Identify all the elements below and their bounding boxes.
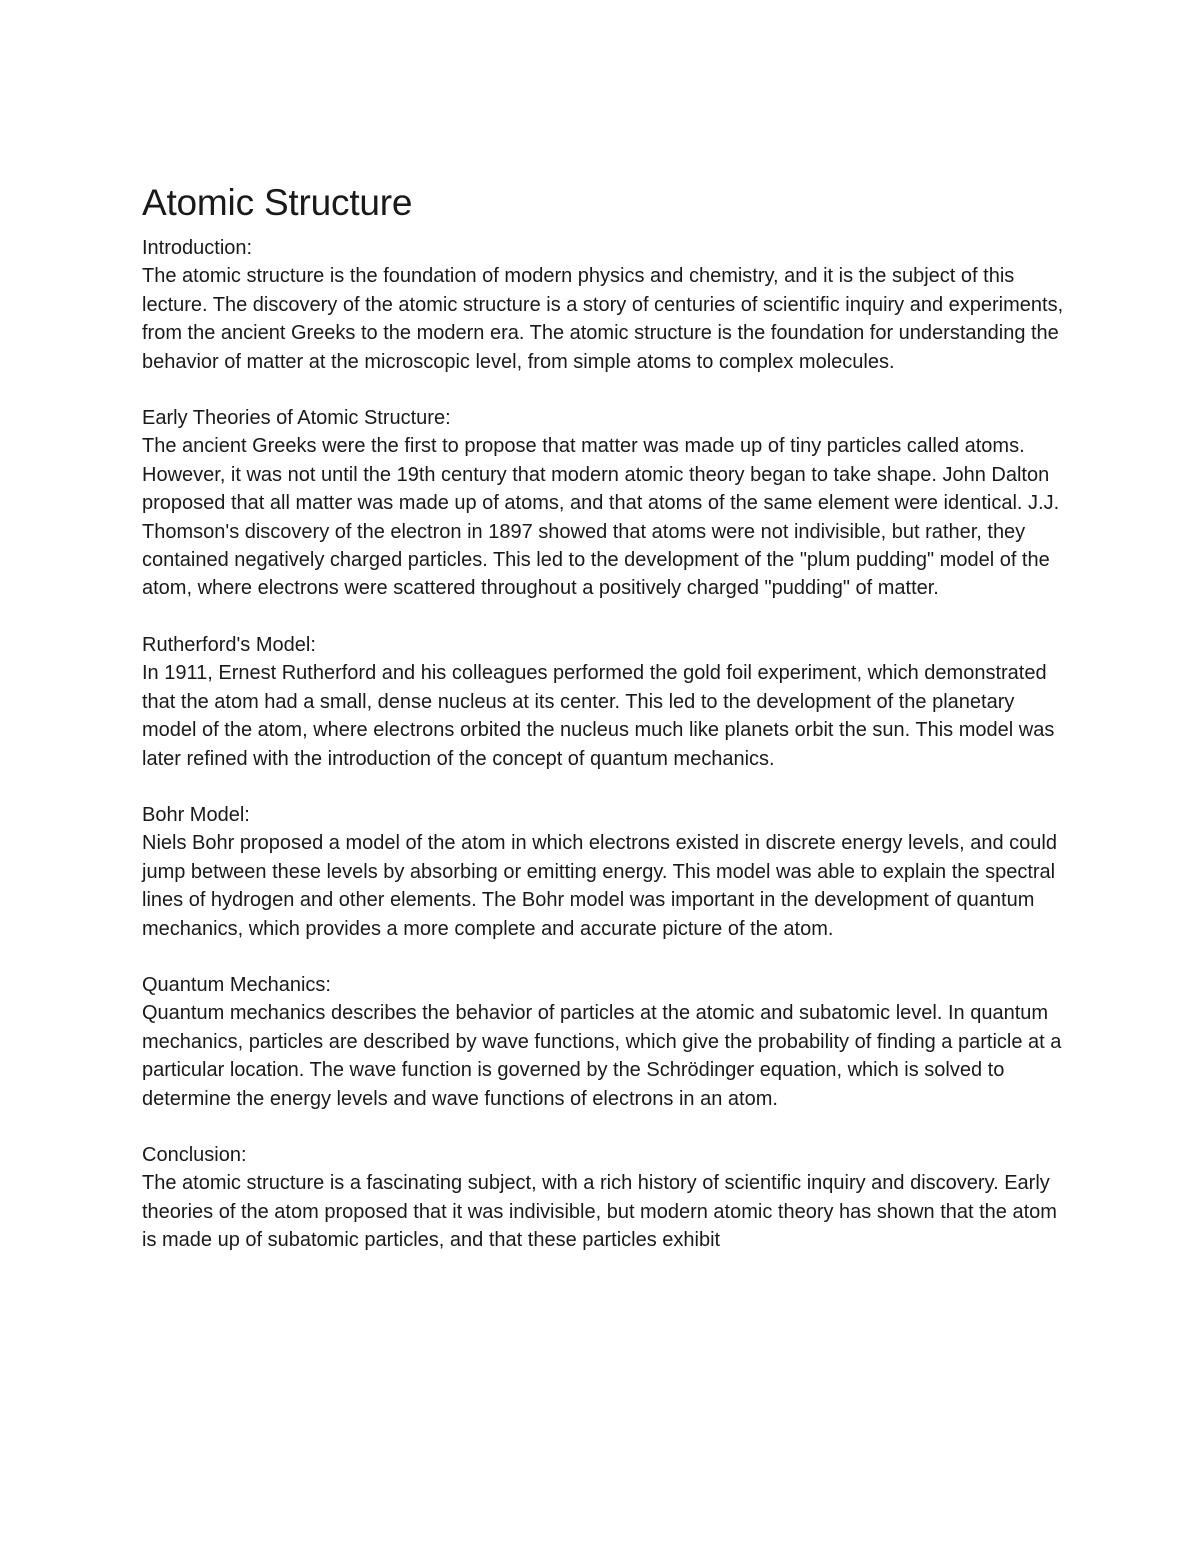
section-early-theories: [142, 404, 1067, 603]
section-bohr-model: [142, 801, 1067, 943]
section-heading: Rutherford's Model:: [142, 633, 316, 656]
section-body: Niels Bohr proposed a model of the atom in which electrons existed in discrete energy levels, and could jump between these levels by absorbing or emitting energy. This model was able to explain the spectral lines of hydrogen and other elements. The Bohr model was important in the development of quantum mechanics, which provides a more complete and accurate picture of the atom.: [142, 832, 1057, 940]
section-heading: Introduction:: [142, 237, 253, 259]
section-body: In 1911, Ernest Rutherford and his colleagues performed the gold foil experiment, which demonstrated that the atom had a small, dense nucleus at its center. This led to the development of the planetary model of the atom, where electrons orbited the nucleus much like planets orbit the sun. This model was later refined with the introduction of the concept of quantum mechanics.: [142, 662, 1055, 770]
section-body: Quantum mechanics describes the behavior of particles at the atomic and subatomic level. In quantum mechanics, particles are described by wave functions, which give the probability of finding a particle at a particular location. The wave function is governed by the Schrödinger equation, which is solved to determine the energy levels and wave functions of electrons in an atom.: [142, 1002, 1062, 1110]
document-content: [142, 178, 1067, 1283]
section-heading: Conclusion:: [142, 1143, 247, 1166]
section-body: The atomic structure is the foundation of modern physics and chemistry, and it is the subject of this lecture. The discovery of the atomic structure is a story of centuries of scientific inquiry and experiments, from the ancient Greeks to the modern era. The atomic structure is the foundation for understanding the behavior of matter at the microscopic level, from simple atoms to complex molecules.: [142, 265, 1064, 373]
section-body: The atomic structure is a fascinating subject, with a rich history of scientific inquiry and discovery. Early theories of the atom proposed that it was indivisible, but modern atomic theory has shown that the atom is made up of subatomic particles, and that these particles exhibit: [142, 1172, 1057, 1252]
section-conclusion: [142, 1141, 1067, 1255]
section-rutherford-model: [142, 631, 1067, 773]
section-introduction: [142, 234, 1067, 376]
section-quantum-mechanics: [142, 971, 1067, 1113]
document-title: Atomic Structure: [142, 182, 413, 223]
section-body: The ancient Greeks were the first to propose that matter was made up of tiny particles called atoms. However, it was not until the 19th century that modern atomic theory began to take shape. John Dalton proposed that all matter was made up of atoms, and that atoms of the same element were identical. J.J. Thomson's discovery of the electron in 1897 showed that atoms were not indivisible, but rather, they contained negatively charged particles. This led to the development of the "plum pudding" model of the atom, where electrons were scattered throughout a positively charged "pudding" of matter.: [142, 435, 1060, 600]
section-heading: Bohr Model:: [142, 803, 250, 826]
section-heading: Early Theories of Atomic Structure:: [142, 407, 451, 430]
section-heading: Quantum Mechanics:: [142, 973, 331, 996]
